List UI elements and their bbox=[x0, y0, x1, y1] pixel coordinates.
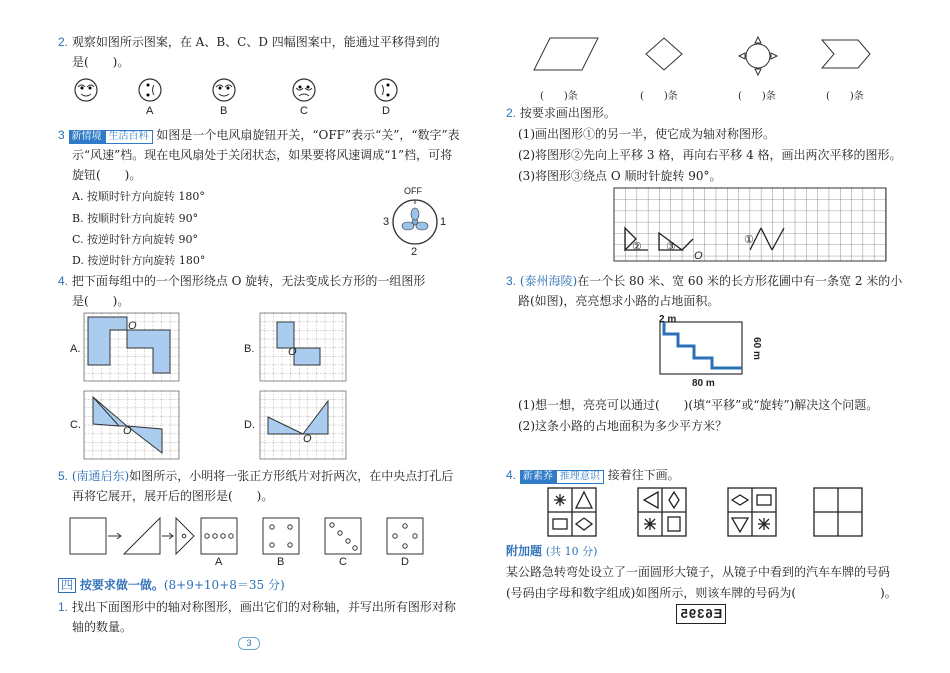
bonus-score: (共 10 分) bbox=[545, 545, 598, 558]
q4-point-b: O bbox=[288, 346, 297, 358]
grid-mark-2: ② bbox=[632, 241, 642, 253]
q4-point-d: O bbox=[303, 433, 312, 445]
s2-grid bbox=[614, 188, 894, 268]
question-source: (南通启东) bbox=[71, 469, 130, 483]
q4-label-b: B. bbox=[244, 343, 255, 355]
s3-line2: 路(如图)，亮亮想求小路的占地面积。 bbox=[518, 294, 720, 308]
s3-q1: (1)想一想，亮亮可以通过( )(填“平移”或“旋转”)解决这个问题。 bbox=[518, 398, 879, 412]
q5-label-b: B bbox=[277, 556, 285, 568]
q3-line1: 3 新情境 生活百科 如图是一个电风扇旋钮开关，“OFF”表示“关”，“数字”表 bbox=[58, 128, 460, 142]
bonus-header bbox=[506, 542, 597, 561]
question-number: 4. bbox=[506, 468, 517, 482]
knob-label-3: 3 bbox=[383, 216, 390, 228]
q2-line2: 是( )。 bbox=[72, 55, 130, 69]
symmetry-figures bbox=[530, 34, 890, 90]
q3-option-c: C. 按逆时针方向旋转 90° bbox=[72, 233, 199, 246]
plate-number: E6395 bbox=[679, 606, 723, 621]
q3-line2: 示“风速”档。现在电风扇处于关闭状态，如果要将风速调成“1”档，可将 bbox=[72, 148, 453, 162]
dim-right: 60 m bbox=[750, 337, 762, 360]
q5-line1: 5. (南通启东)如图所示，小明将一张正方形纸片对折两次，在中央点打孔后 bbox=[58, 469, 454, 483]
tag-new-situation: 新情境 bbox=[69, 130, 105, 144]
q5-label-a: A bbox=[215, 556, 223, 568]
q4-label-c: C. bbox=[70, 419, 81, 431]
s3-line1: 3. (泰州海陵)在一个长 80 米、宽 60 米的长方形花圃中有一条宽 2 米的小 bbox=[506, 274, 903, 288]
grid-mark-3: ③ bbox=[666, 241, 676, 253]
q3-option-a: A. 按顺时针方向旋转 180° bbox=[72, 190, 205, 203]
section-badge: 四 bbox=[58, 578, 76, 593]
knob-label-1: 1 bbox=[440, 216, 447, 228]
q4-point-a: O bbox=[128, 320, 137, 332]
q2-line1: 2. 观察如图所示图案，在 A、B、C、D 四幅图案中，能通过平移得到的 bbox=[58, 35, 440, 49]
q2-label-b: B bbox=[220, 105, 228, 117]
face-a bbox=[139, 79, 161, 101]
question-number: 5. bbox=[58, 469, 69, 483]
tag-new-literacy: 新素养 bbox=[520, 470, 556, 484]
question-number: 3 bbox=[58, 128, 65, 142]
bonus-line2: (号码由字母和数字组成)如图所示，则该车牌的号码为( )。 bbox=[506, 586, 897, 600]
dim-bottom: 80 m bbox=[692, 378, 715, 389]
s3-q2: (2)这条小路的占地面积为多少平方米？ bbox=[518, 419, 727, 433]
section-4-header bbox=[58, 576, 285, 594]
question-number: 2. bbox=[58, 35, 69, 49]
bonus-line1: 某公路急转弯处设立了一面圆形大镜子，从镜子中看到的汽车车牌的号码 bbox=[506, 565, 891, 579]
tiao-3: ( )条 bbox=[738, 91, 776, 102]
dim-top: 2 m bbox=[659, 314, 677, 325]
q4-label-a: A. bbox=[70, 343, 81, 355]
knob-label-2: 2 bbox=[411, 246, 418, 258]
s4-line: 4. 新素养 推理意识 接着往下画。 bbox=[506, 468, 680, 482]
q3-line3: 旋钮( )。 bbox=[72, 168, 142, 182]
garden-path-figure bbox=[660, 322, 750, 378]
grid-mark-1: ① bbox=[744, 234, 754, 246]
q2-label-a: A bbox=[146, 105, 154, 117]
grid-b bbox=[260, 313, 346, 381]
s1-line1: 1. 找出下面图形中的轴对称图形，画出它们的对称轴，并写出所有图形对称 bbox=[58, 600, 456, 614]
bonus-title: 附加题 bbox=[506, 544, 543, 558]
knob-off-label: OFF bbox=[404, 186, 422, 196]
s2-item-1: (1)画出图形①的另一半，使它成为轴对称图形。 bbox=[518, 127, 775, 141]
q4-label-d: D. bbox=[244, 419, 255, 431]
s1-line2: 轴的数量。 bbox=[72, 620, 133, 634]
q3-option-d: D. 按逆时针方向旋转 180° bbox=[72, 254, 206, 267]
tiao-1: ( )条 bbox=[540, 91, 578, 102]
grid-d bbox=[260, 391, 346, 459]
page-number: 3 bbox=[238, 637, 260, 650]
section-score: (8+9+10+8＝35 分) bbox=[163, 578, 285, 592]
q2-face-figures bbox=[60, 76, 420, 116]
s2-title: 2. 按要求画出图形。 bbox=[506, 106, 616, 120]
license-plate bbox=[676, 604, 726, 624]
tag-life: 生活百科 bbox=[105, 130, 153, 144]
tag-reasoning: 推理意识 bbox=[556, 470, 604, 484]
section-title: 按要求做一做。 bbox=[79, 578, 164, 592]
tiao-4: ( )条 bbox=[826, 91, 864, 102]
tiao-2: ( )条 bbox=[640, 91, 678, 102]
s2-item-2: (2)将图形②先向上平移 3 格，再向右平移 4 格，画出两次平移的图形。 bbox=[518, 148, 902, 162]
pattern-sequence-figures bbox=[548, 488, 868, 538]
grid-point-o: O bbox=[694, 250, 703, 262]
q3-option-b: B. 按顺时针方向旋转 90° bbox=[72, 212, 199, 225]
s2-item-3: (3)将图形③绕点 O 顺时针旋转 90°。 bbox=[518, 169, 722, 183]
question-source: (泰州海陵) bbox=[519, 274, 578, 288]
q5-line2: 再将它展开，展开后的图形是( )。 bbox=[72, 489, 274, 503]
q2-label-c: C bbox=[300, 105, 308, 117]
question-number: 3. bbox=[506, 274, 517, 288]
question-number: 4. bbox=[58, 274, 69, 288]
face-d bbox=[375, 79, 397, 101]
q5-label-c: C bbox=[339, 556, 347, 568]
face-c bbox=[293, 79, 315, 101]
q2-label-d: D bbox=[382, 105, 390, 117]
q5-label-d: D bbox=[401, 556, 409, 568]
q4-line2: 是( )。 bbox=[72, 294, 130, 308]
q5-paper-fold-figures bbox=[70, 514, 450, 564]
question-number: 2. bbox=[506, 106, 517, 120]
q4-point-c: O bbox=[123, 425, 132, 437]
question-number: 1. bbox=[58, 600, 69, 614]
q4-line1: 4. 把下面每组中的一个图形绕点 O 旋转，无法变成长方形的一组图形 bbox=[58, 274, 426, 288]
face-original bbox=[75, 79, 97, 101]
face-b bbox=[213, 79, 235, 101]
q4-rotation-grids bbox=[84, 313, 484, 458]
